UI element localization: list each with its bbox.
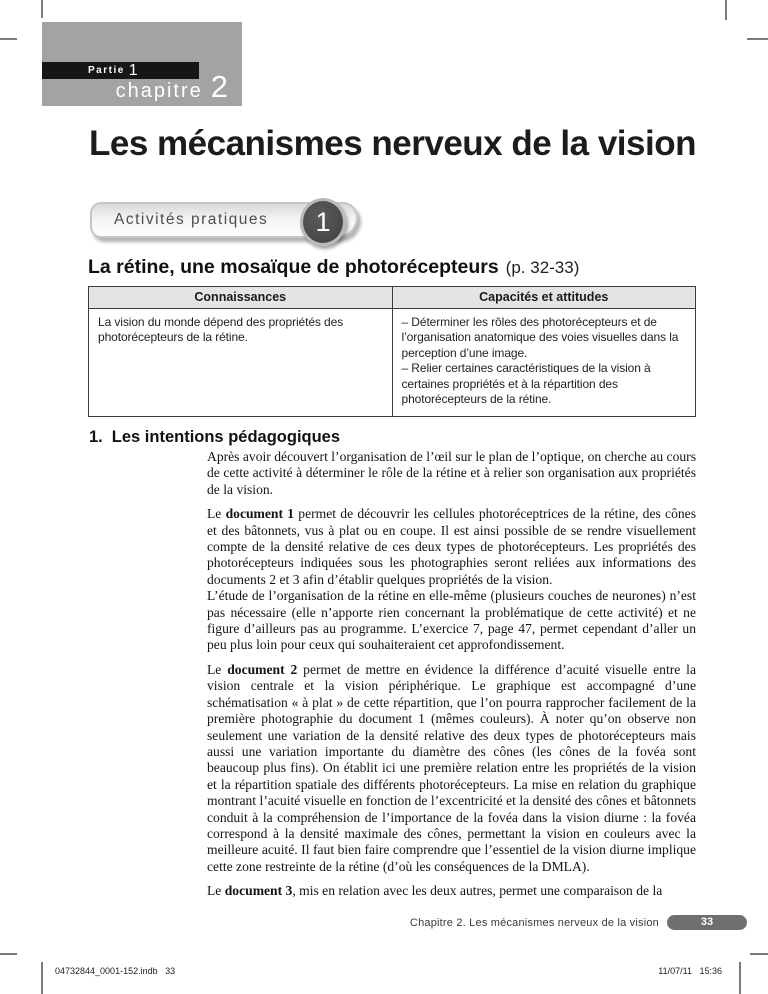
capacites-cell xyxy=(392,309,696,417)
connaissances-cell: La vision du monde dépend des propriétés des photorécepteurs de la rétine. xyxy=(89,309,393,417)
capacite-item: – Déterminer les rôles des photorécepteurs et de l’organisation anatomique des voies visuelles dans la perception d’une image. xyxy=(401,315,679,360)
crop-mark-bottom-left-vertical xyxy=(41,962,43,994)
section-page-ref: (p. 32-33) xyxy=(505,258,580,277)
paragraph: Le document 3, mis en relation avec les deux autres, permet une comparaison de la xyxy=(207,883,663,899)
section-heading-text: La rétine, une mosaïque de photorécepteurs xyxy=(88,256,499,278)
chapter-line xyxy=(116,71,228,103)
intentions-heading-number: 1. xyxy=(89,428,103,446)
table-header-capacites: Capacités et attitudes xyxy=(392,287,696,309)
print-timestamp: 11/07/11 15:36 xyxy=(658,966,722,976)
chapter-label: chapitre xyxy=(115,80,203,102)
part-number: 1 xyxy=(128,61,138,79)
table-header-row xyxy=(89,287,696,309)
paragraph: Après avoir découvert l’organisation de l’œil sur le plan de l’optique, on cherche au cours de cette activité à déterminer le rôle de la rétine et à relier son organisation aux propriétés de la vision. xyxy=(207,449,696,497)
crop-mark-bottom-right-horizontal xyxy=(750,953,768,955)
crop-mark-top-right-horizontal xyxy=(747,38,768,40)
crop-mark-top-left-horizontal xyxy=(0,38,17,40)
crop-mark-top-left-vertical xyxy=(41,0,43,18)
section-heading xyxy=(88,256,579,279)
crop-mark-bottom-left-horizontal xyxy=(0,953,17,955)
knowledge-skills-table xyxy=(88,286,696,417)
capacite-item: – Relier certaines caractéristiques de la vision à certaines propriétés et à la répartition des photorécepteurs de la rétine. xyxy=(401,361,651,407)
table-header-connaissances: Connaissances xyxy=(89,287,393,309)
part-label: Partie xyxy=(88,65,125,76)
paragraph: Le document 1 permet de découvrir les cellules photoréceptrices de la rétine, des cônes et des bâtonnets, vus à plat ou en coupe. Il est ainsi possible de se rendre visuellement compte de la densité relative de ces deux types de photorécepteurs. Les propriétés des photorécepteurs indiquées sous les photographies seront reliées aux informations des documents 2 et 3 afin d’établir quelques propriétés de la vision. xyxy=(207,506,696,587)
crop-mark-top-right-vertical xyxy=(725,0,727,20)
paragraph: Le document 2 permet de mettre en évidence la différence d’acuité visuelle entre la vision centrale et la vision périphérique. Le graphique est accompagné d’une schématisation « à plat » de cette répartition, que l’on pourra rapprocher facilement de la première photographie du document 1 (mêmes couleurs). À noter qu’on observe non seulement une variation de la densité relative des deux types de photorécepteurs mais aussi une variation importante du diamètre des cônes (les cônes de la fovéa sont beaucoup plus fins). On établit ici une première relation entre les propriétés de la vision et la répartition spatiale des différents photorécepteurs. La mise en relation du graphique montrant l’acuité visuelle en fonction de l’excentricité et la densité des cônes et bâtonnets conduit à la compréhension de l’importance de la fovéa dans la vision diurne : la fovéa correspond à la densité maximale des cônes, permettant la vision en couleurs avec la meilleure acuité. Il faut bien faire comprendre que l’essentiel de la vision diurne implique cette zone restreinte de la rétine (d’où les conséquences de la DMLA). xyxy=(207,661,696,874)
chapter-header-box xyxy=(42,22,242,106)
table-row xyxy=(89,309,696,417)
footer-chapter-line: Chapitre 2. Les mécanismes nerveux de la vision xyxy=(409,916,659,929)
paragraph: L’étude de l’organisation de la rétine en elle-même (plusieurs couches de neurones) n’est pas nécessaire (elle n’apporte rien concernant la problématique de cette activité) et ne figure d’ailleurs pas au programme. L’exercice 7, page 47, permet cependant d’aller un peu plus loin pour ceux qui souhaiteraient cet approfondissement. xyxy=(207,588,696,653)
crop-mark-bottom-right-vertical xyxy=(739,962,741,994)
page-title: Les mécanismes nerveux de la vision xyxy=(89,124,696,163)
activities-badge-label: Activités pratiques xyxy=(114,211,269,228)
page-number-badge: 33 xyxy=(667,915,747,930)
body-paragraphs xyxy=(207,449,696,900)
chapter-number: 2 xyxy=(210,69,228,104)
print-file-info: 04732844_0001-152.indb 33 xyxy=(55,966,176,976)
intentions-heading-text: Les intentions pédagogiques xyxy=(111,428,341,446)
intentions-heading xyxy=(89,428,340,447)
page-footer xyxy=(410,915,747,930)
activity-number-badge: 1 xyxy=(300,198,346,246)
